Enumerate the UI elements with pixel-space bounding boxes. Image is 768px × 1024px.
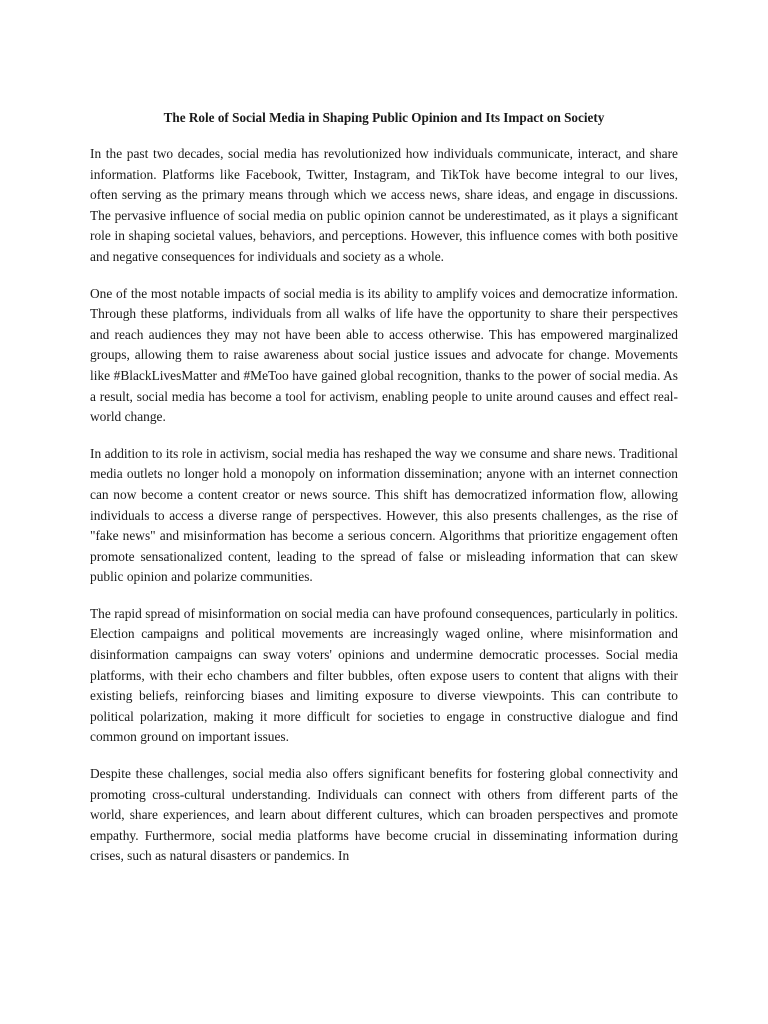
document-body: [90, 108, 678, 883]
paragraph-4: The rapid spread of misinformation on social media can have profound consequences, particularly in politics. Election campaigns and political movements are increasingly waged online, where misinformation and disinformation campaigns can sway voters' opinions and undermine democratic processes. Social media platforms, with their echo chambers and filter bubbles, often expose users to content that aligns with their existing beliefs, reinforcing biases and limiting exposure to diverse viewpoints. This can contribute to political polarization, making it more difficult for societies to engage in constructive dialogue and find common ground on important issues.: [90, 605, 678, 745]
document-title: The Role of Social Media in Shaping Public Opinion and Its Impact on Society: [163, 110, 605, 125]
paragraph-3: In addition to its role in activism, social media has reshaped the way we consume and share news. Traditional media outlets no longer hold a monopoly on information dissemination; anyone with an internet connection can now become a content creator or news source. This shift has democratized information flow, allowing individuals to access a diverse range of perspectives. However, this also presents challenges, as the rise of "fake news" and misinformation has become a serious concern. Algorithms that prioritize engagement often promote sensationalized content, leading to the spread of false or misleading information that can skew public opinion and polarize communities.: [90, 445, 678, 585]
paragraph-1: In the past two decades, social media has revolutionized how individuals communicate, interact, and share information. Platforms like Facebook, Twitter, Instagram, and TikTok have become integral to our lives, often serving as the primary means through which we access news, share ideas, and engage in discussions. The pervasive influence of social media on public opinion cannot be underestimated, as it plays a significant role in shaping societal values, behaviors, and perceptions. However, this influence comes with both positive and negative consequences for individuals and society as a whole.: [90, 146, 678, 264]
paragraph-5: Despite these challenges, social media also offers significant benefits for fostering global connectivity and promoting cross-cultural understanding. Individuals can connect with others from different parts of the world, share experiences, and learn about different cultures, which can broaden perspectives and promote empathy. Furthermore, social media platforms have become crucial in disseminating information during crises, such as natural disasters or pandemics. In: [90, 766, 678, 864]
paragraph-2: One of the most notable impacts of social media is its ability to amplify voices and democratize information. Through these platforms, individuals from all walks of life have the opportunity to share their perspectives and reach audiences they may not have been able to access otherwise. This has empowered marginalized groups, allowing them to raise awareness about social justice issues and advocate for change. Movements like #BlackLivesMatter and #MeToo have gained global recognition, thanks to the power of social media. As a result, social media has become a tool for activism, enabling people to unite around causes and effect real-world change.: [90, 285, 678, 425]
